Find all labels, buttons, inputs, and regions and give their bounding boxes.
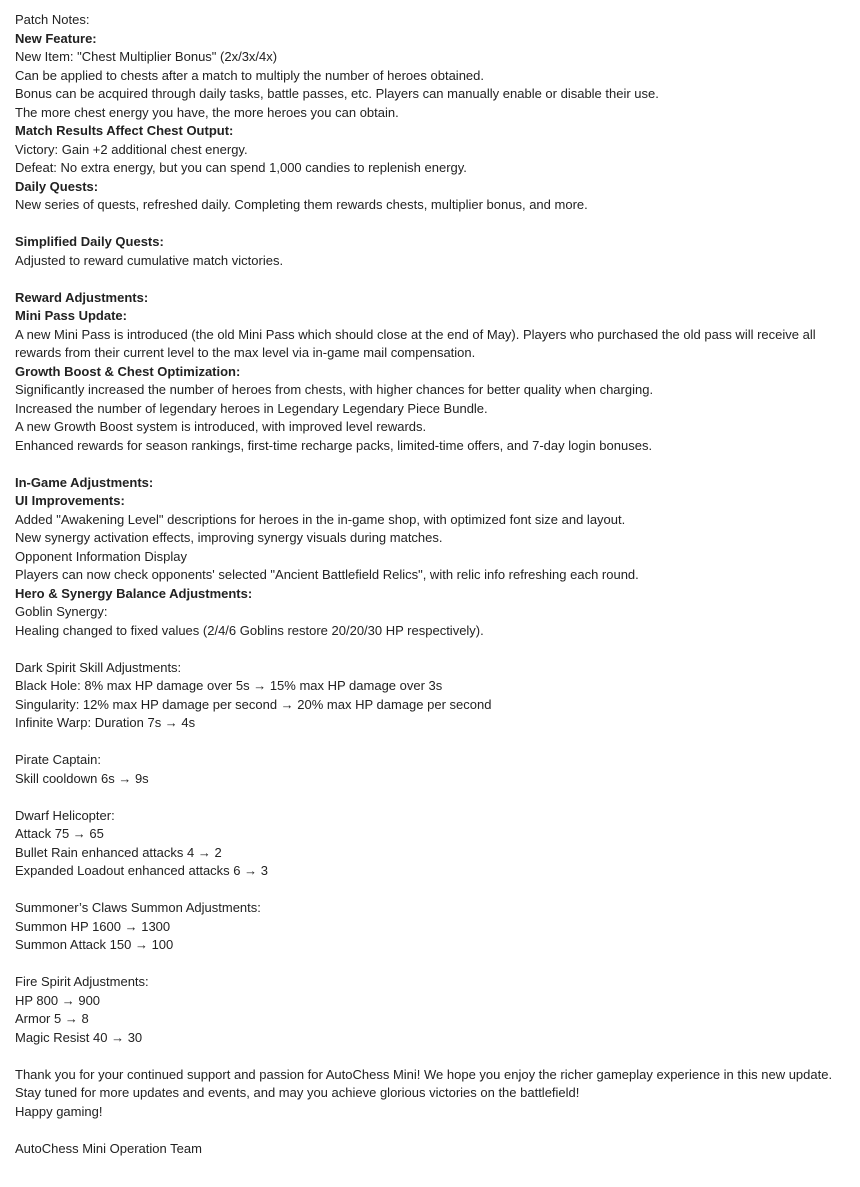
text-line: Stay tuned for more updates and events, and may you achieve glorious victories on the battlefield! bbox=[15, 1085, 580, 1100]
text-line: Magic Resist 40 → 30 bbox=[15, 1029, 143, 1045]
text-line: Skill cooldown 6s → 9s bbox=[15, 770, 149, 786]
text-line: Enhanced rewards for season rankings, first-time recharge packs, limited-time offers, and 7-day login bonuses. bbox=[15, 437, 653, 453]
section-heading: Growth Boost & Chest Optimization: bbox=[15, 363, 241, 379]
text-line: Attack 75 → 65 bbox=[15, 826, 104, 841]
text-line: Summon HP 1600 → 1300 bbox=[15, 918, 171, 934]
text-line: Bullet Rain enhanced attacks 4 → 2 bbox=[15, 844, 222, 860]
text-line: Infinite Warp: Duration 7s → 4s bbox=[15, 715, 196, 730]
blank-line bbox=[15, 1121, 845, 1140]
text-line: Summoner’s Claws Summon Adjustments: bbox=[15, 900, 261, 915]
section-heading: Match Results Affect Chest Output: bbox=[15, 123, 234, 138]
text-line: A new Growth Boost system is introduced, with improved level rewards. bbox=[15, 419, 427, 434]
text-line: Healing changed to fixed values (2/4/6 Goblins restore 20/20/30 HP respectively). bbox=[15, 622, 484, 638]
text-line: A new Mini Pass is introduced (the old Mini Pass which should close at the end of May). Players who purchased the old pass will receive all rewards from their current level to the max level via in-game mail compensation. bbox=[15, 326, 816, 360]
section-heading: New Feature: bbox=[15, 30, 97, 46]
blank-line bbox=[15, 788, 845, 807]
text-line: Happy gaming! bbox=[15, 1103, 103, 1119]
section-heading: Simplified Daily Quests: bbox=[15, 234, 164, 249]
blank-line bbox=[15, 955, 845, 974]
blank-line bbox=[15, 1047, 845, 1066]
text-line: Significantly increased the number of heroes from chests, with higher chances for better quality when charging. bbox=[15, 382, 654, 397]
text-line: HP 800 → 900 bbox=[15, 992, 101, 1008]
blank-line bbox=[15, 640, 845, 659]
text-line: Dark Spirit Skill Adjustments: bbox=[15, 659, 182, 675]
text-line: The more chest energy you have, the more heroes you can obtain. bbox=[15, 104, 399, 120]
text-line: Summon Attack 150 → 100 bbox=[15, 937, 174, 952]
section-heading: Hero & Synergy Balance Adjustments: bbox=[15, 585, 253, 601]
text-line: Patch Notes: bbox=[15, 12, 90, 27]
blank-line bbox=[15, 270, 845, 289]
text-line: Defeat: No extra energy, but you can spend 1,000 candies to replenish energy. bbox=[15, 160, 467, 175]
text-line: Armor 5 → 8 bbox=[15, 1011, 89, 1026]
section-heading: Daily Quests: bbox=[15, 178, 99, 194]
text-line: AutoChess Mini Operation Team bbox=[15, 1140, 202, 1156]
blank-line bbox=[15, 881, 845, 900]
blank-line bbox=[15, 215, 845, 234]
text-line: New Item: "Chest Multiplier Bonus" (2x/3x/4x) bbox=[15, 49, 278, 64]
text-line: Victory: Gain +2 additional chest energy. bbox=[15, 141, 248, 157]
text-line: Opponent Information Display bbox=[15, 548, 187, 564]
text-line: Thank you for your continued support and passion for AutoChess Mini! We hope you enjoy the richer gameplay experience in this new update. bbox=[15, 1066, 833, 1082]
text-line: Can be applied to chests after a match to multiply the number of heroes obtained. bbox=[15, 67, 484, 83]
text-line: Pirate Captain: bbox=[15, 752, 101, 767]
text-line: Expanded Loadout enhanced attacks 6 → 3 bbox=[15, 863, 268, 878]
section-heading: Mini Pass Update: bbox=[15, 308, 127, 323]
text-line: Dwarf Helicopter: bbox=[15, 807, 115, 823]
text-line: Players can now check opponents' selected "Ancient Battlefield Relics", with relic info refreshing each round. bbox=[15, 567, 639, 582]
section-heading: In-Game Adjustments: bbox=[15, 474, 154, 490]
text-line: Singularity: 12% max HP damage per second → 20% max HP damage per second bbox=[15, 696, 492, 712]
section-heading: Reward Adjustments: bbox=[15, 289, 149, 305]
blank-line bbox=[15, 733, 845, 752]
text-line: New synergy activation effects, improving synergy visuals during matches. bbox=[15, 530, 443, 545]
blank-line bbox=[15, 455, 845, 474]
section-heading: UI Improvements: bbox=[15, 493, 125, 508]
text-line: Black Hole: 8% max HP damage over 5s → 15% max HP damage over 3s bbox=[15, 678, 443, 693]
text-line: Goblin Synergy: bbox=[15, 604, 108, 619]
text-line: Increased the number of legendary heroes in Legendary Legendary Piece Bundle. bbox=[15, 400, 488, 416]
text-line: Fire Spirit Adjustments: bbox=[15, 974, 149, 989]
text-line: Adjusted to reward cumulative match victories. bbox=[15, 252, 284, 268]
text-line: New series of quests, refreshed daily. Completing them rewards chests, multiplier bonus, and more. bbox=[15, 197, 588, 212]
text-line: Bonus can be acquired through daily tasks, battle passes, etc. Players can manually enable or disable their use. bbox=[15, 86, 659, 101]
text-line: Added "Awakening Level" descriptions for heroes in the in-game shop, with optimized font size and layout. bbox=[15, 511, 626, 527]
